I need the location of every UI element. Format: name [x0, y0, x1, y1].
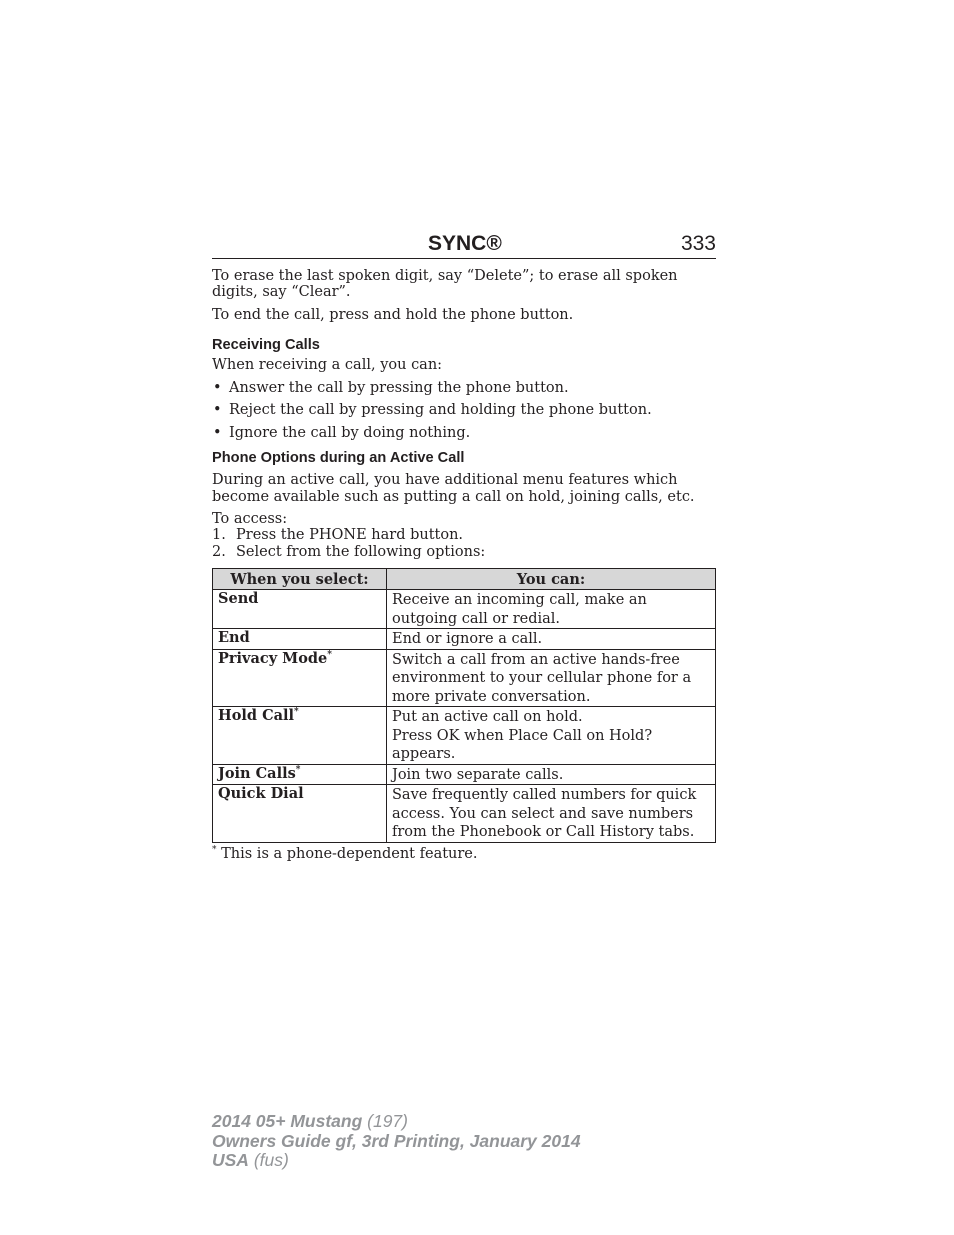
receiving-intro: When receiving a call, you can: [212, 357, 443, 374]
footer-line-model: 2014 05+ Mustang (197) [212, 1111, 408, 1131]
option-name: Join Calls* [213, 764, 387, 785]
bullet-icon: • [213, 424, 222, 441]
footnote-marker: * [327, 649, 332, 660]
footer-line-region: USA (fus) [212, 1150, 289, 1170]
bullet-text: Reject the call by pressing and holding the phone button. [229, 402, 652, 419]
manual-page [212, 226, 716, 862]
footnote-text: This is a phone-dependent feature. [216, 845, 478, 862]
option-description: Switch a call from an active hands-free environment to your cellular phone for a more private conversation. [387, 649, 716, 707]
bullet-icon: • [213, 402, 222, 419]
page-number: 333 [680, 232, 716, 255]
end-call-paragraph: To end the call, press and hold the phone button. [212, 306, 574, 323]
page-body [212, 268, 716, 862]
active-call-paragraph: During an active call, you have additional menu features which become available such as putting a call on hold, joining calls, etc. [212, 472, 695, 505]
footer-line-guide: Owners Guide gf, 3rd Printing, January 2014 [212, 1130, 581, 1151]
option-name: Quick Dial [213, 785, 387, 843]
option-description: Save frequently called numbers for quick access. You can select and save numbers from the Phonebook or Call History tabs. [387, 785, 716, 843]
table-row [213, 649, 716, 707]
option-description: Receive an incoming call, make an outgoing call or redial. [387, 590, 716, 629]
step-text: Press the PHONE hard button. [236, 527, 464, 544]
option-description: Join two separate calls. [387, 764, 716, 785]
column-header-can: You can: [387, 569, 716, 590]
access-label: To access: [212, 511, 288, 528]
list-item [212, 425, 716, 441]
list-item [212, 527, 716, 543]
receiving-calls-heading: Receiving Calls [212, 337, 320, 354]
list-item [212, 380, 716, 396]
bullet-icon: • [213, 379, 222, 396]
footnote-marker: * [212, 844, 217, 855]
page-footer [212, 1112, 581, 1171]
erase-paragraph: To erase the last spoken digit, say “Delete”; to erase all spoken digits, say “Clear”. [212, 268, 678, 301]
step-number: 1. [212, 527, 226, 544]
table-row [213, 629, 716, 650]
option-name: Hold Call* [213, 707, 387, 765]
steps-list [212, 527, 716, 560]
option-description: Put an active call on hold. Press OK when Place Call on Hold? appears. [387, 707, 716, 765]
option-name: Privacy Mode* [213, 649, 387, 707]
table-row [213, 764, 716, 785]
table-row [213, 590, 716, 629]
access-instructions [212, 511, 716, 560]
option-name: End [213, 629, 387, 650]
active-call-heading: Phone Options during an Active Call [212, 450, 465, 467]
step-number: 2. [212, 543, 226, 560]
section-title: SYNC® [428, 232, 502, 255]
option-name: Send [213, 590, 387, 629]
table-header-row [213, 569, 716, 590]
bullet-text: Answer the call by pressing the phone button. [229, 379, 569, 396]
table-row [213, 785, 716, 843]
table-row [213, 707, 716, 765]
page-header [212, 226, 716, 259]
receiving-bullet-list [212, 380, 716, 442]
footnote-marker: * [294, 707, 299, 718]
bullet-text: Ignore the call by doing nothing. [229, 424, 471, 441]
phone-options-table [212, 568, 716, 843]
option-description: End or ignore a call. [387, 629, 716, 650]
list-item [212, 544, 716, 560]
column-header-select: When you select: [213, 569, 387, 590]
footnote [212, 846, 716, 862]
footnote-marker: * [295, 764, 301, 775]
list-item [212, 402, 716, 418]
step-text: Select from the following options: [236, 543, 486, 560]
